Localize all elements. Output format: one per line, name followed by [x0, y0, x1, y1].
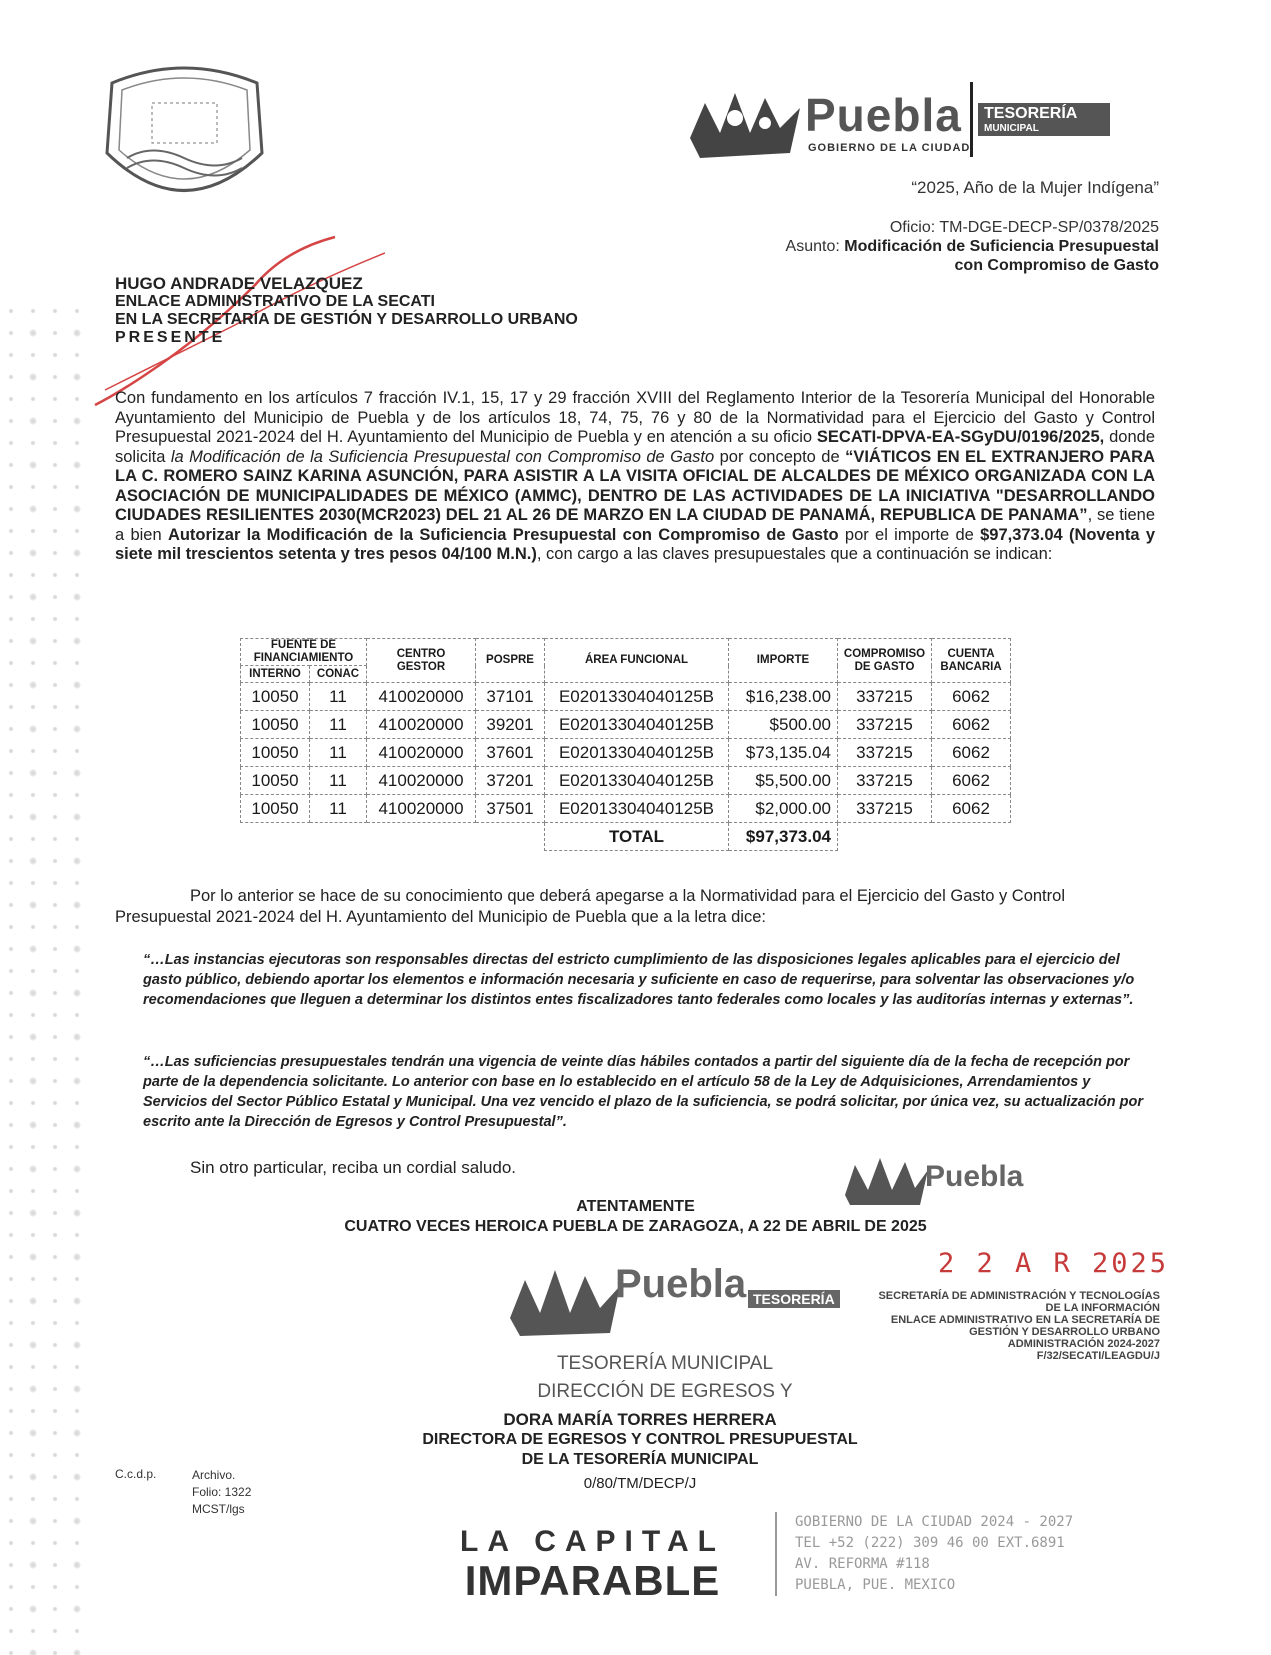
- closing-greeting: Sin otro particular, reciba un cordial saludo.: [190, 1158, 517, 1177]
- cell-importe: $2,000.00: [729, 795, 838, 823]
- main-paragraph: [115, 389, 1155, 565]
- cell-pospre: 37101: [476, 683, 545, 711]
- th-cuenta: CUENTA BANCARIA: [932, 639, 1011, 683]
- cell-pospre: 37501: [476, 795, 545, 823]
- oficio-number: TM-DGE-DECP-SP/0378/2025: [939, 219, 1159, 236]
- motto-line1: LA CAPITAL: [460, 1525, 725, 1558]
- th-compromiso: COMPROMISO DE GASTO: [838, 639, 932, 683]
- quote-2: “…Las suficiencias presupuestales tendrán una vigencia de veinte días hábiles contados a partir del siguiente día de la fecha de recepción por parte de la dependencia solicitante. Lo anterior con base en lo establecido en el artículo 58 de la Ley de Adquisiciones, Arrendamientos y Servicios del Sector Público Estatal y Municipal. Una vez vencido el plazo de la suficiencia, se podrá solicitar, por única vez, su actualización por escrito ante la Dirección de Egresos y Control Presupuestal”.: [143, 1054, 1144, 1130]
- atentamente: ATENTAMENTE: [576, 1198, 695, 1215]
- cell-area: E02013304040125B: [545, 711, 729, 739]
- oficio-block: [786, 218, 1159, 275]
- initials: MCST/lgs: [192, 1502, 245, 1516]
- p1-concept: “VIÁTICOS EN EL EXTRANJERO PARA LA C. ROMERO SAINZ KARINA ASUNCIÓN, PARA ASISTIR A LA VISITA OFICIAL DE ALCALDES DE MÉXICO ORGANIZADA CON LA ASOCIACIÓN DE MUNICIPALIDADES DE MÉXICO (AMMC), DENTRO DE LAS ACTIVIDADES DE LA INICIATIVA "DESARROLLANDO CIUDADES RESILIENTES 2030(MCR2023) DEL 21 AL 26 DE MARZO EN LA CIUDAD DE PANAMÁ, REPUBLICA DE PANAMA”: [115, 447, 1155, 524]
- recipient-presente: PRESENTE: [115, 329, 226, 346]
- cell-cuenta: 6062: [932, 739, 1011, 767]
- sec-stamp-line: DE LA INFORMACIÓN: [1045, 1302, 1160, 1314]
- table-row: [241, 711, 1011, 739]
- p1-text-e: por el importe de: [838, 525, 981, 544]
- sec-stamp-line: GESTIÓN Y DESARROLLO URBANO: [969, 1326, 1160, 1338]
- archive-block: [192, 1467, 251, 1518]
- tesoreria-label: TESORERÍA: [984, 105, 1078, 122]
- cell-interno: 10050: [241, 739, 310, 767]
- cell-importe: $16,238.00: [729, 683, 838, 711]
- cell-pospre: 37201: [476, 767, 545, 795]
- th-centro-gestor: CENTRO GESTOR: [367, 639, 476, 683]
- recipient-line2: EN LA SECRETARÍA DE GESTIÓN Y DESARROLLO URBANO: [115, 311, 578, 328]
- logo-subtitle: GOBIERNO DE LA CIUDAD: [808, 142, 971, 154]
- stamp-tm-line1: TESORERÍA MUNICIPAL: [556, 1353, 774, 1374]
- received-date-stamp: 2 2 A R 2025: [938, 1248, 1170, 1279]
- stamp-code: 0/80/TM/DECP/J: [583, 1475, 697, 1492]
- table-row: [241, 795, 1011, 823]
- th-area-funcional: ÁREA FUNCIONAL: [545, 639, 729, 683]
- stamp-tm-line2: DIRECCIÓN DE EGRESOS Y: [537, 1381, 793, 1402]
- logo-text: Puebla: [805, 89, 962, 141]
- cell-compromiso: 337215: [838, 683, 932, 711]
- normativity-paragraph: Por lo anterior se hace de su conocimiento que deberá apegarse a la Normatividad para el Ejercicio del Gasto y Control Presupuestal 2021-2024 del H. Ayuntamiento del Municipio de Puebla que a la letra dice:: [115, 887, 1065, 926]
- cell-interno: 10050: [241, 711, 310, 739]
- cell-compromiso: 337215: [838, 795, 932, 823]
- cell-cuenta: 6062: [932, 683, 1011, 711]
- p1-reference: SECATI-DPVA-EA-SGyDU/0196/2025,: [816, 428, 1105, 446]
- cell-conac: 11: [310, 711, 367, 739]
- p1-text-c: por concepto de: [714, 447, 846, 466]
- asunto-line2: con Compromiso de Gasto: [954, 257, 1159, 274]
- table-row: [241, 739, 1011, 767]
- cell-pospre: 39201: [476, 711, 545, 739]
- th-fuente: FUENTE DE FINANCIAMIENTO: [241, 639, 367, 666]
- th-importe: IMPORTE: [729, 639, 838, 683]
- tesoreria-text-stamp: [500, 1350, 830, 1406]
- address-line: TEL +52 (222) 309 46 00 EXT.6891: [795, 1535, 1065, 1551]
- cell-cuenta: 6062: [932, 767, 1011, 795]
- quote-1: “…Las instancias ejecutoras son responsables directas del estricto cumplimiento de las disposiciones legales aplicables para el ejercicio del gasto público, debiendo aportar los elementos e información necesaria y suficiente en caso de requerirse, para solventar las observaciones y/o recomendaciones que lleguen a determinar los distintos entes fiscalizadores tanto federales como locales y las auditorías internas y externas”.: [143, 952, 1135, 1008]
- secati-receipt-stamp: [860, 1290, 1160, 1362]
- year-motto: “2025, Año de la Mujer Indígena”: [911, 178, 1159, 197]
- sec-stamp-line: F/32/SECATI/LEAGDU/J: [1036, 1350, 1160, 1362]
- p1-text-b: donde solicita: [115, 428, 1155, 466]
- sec-stamp-line: ADMINISTRACIÓN 2024-2027: [1007, 1338, 1160, 1350]
- th-pospre: POSPRE: [476, 639, 545, 683]
- table-total-row: [241, 823, 1011, 851]
- cell-compromiso: 337215: [838, 767, 932, 795]
- cell-centro: 410020000: [367, 767, 476, 795]
- cell-centro: 410020000: [367, 711, 476, 739]
- cell-cuenta: 6062: [932, 795, 1011, 823]
- p1-authorization: Autorizar la Modificación de la Suficiencia Presupuestal con Compromiso de Gasto: [167, 525, 839, 544]
- recipient-name: HUGO ANDRADE VELAZQUEZ: [115, 274, 363, 293]
- motto-line2: IMPARABLE: [464, 1557, 721, 1604]
- cell-conac: 11: [310, 739, 367, 767]
- footer-address: [775, 1512, 1073, 1596]
- archivo-label: Archivo.: [192, 1468, 236, 1482]
- tesoreria-badge: [978, 103, 1110, 136]
- cell-centro: 410020000: [367, 683, 476, 711]
- municipal-seal-icon: [92, 58, 277, 213]
- p1-italic: la Modificación de la Suficiencia Presupuestal con Compromiso de Gasto: [170, 447, 715, 466]
- p1-text-a: Con fundamento en los artículos 7 fracción IV.1, 15, 17 y 29 fracción XVIII del Reglamento Interior de la Tesorería Municipal del Honorable Ayuntamiento del Municipio de Puebla y de los artículos 18, 74, 75, 76 y 80 de la Normatividad para el Ejercicio del Gasto y Control Presupuestal 2021-2024 del H. Ayuntamiento del Municipio de Puebla y en atención a su oficio: [115, 389, 1155, 446]
- place-date: CUATRO VECES HEROICA PUEBLA DE ZARAGOZA, A 22 DE ABRIL DE 2025: [344, 1218, 927, 1235]
- total-label: TOTAL: [545, 823, 729, 851]
- sec-stamp-line: ENLACE ADMINISTRATIVO EN LA SECRETARÍA DE: [890, 1314, 1160, 1326]
- cell-interno: 10050: [241, 683, 310, 711]
- cell-area: E02013304040125B: [545, 795, 729, 823]
- signature-block: [380, 1410, 900, 1494]
- cell-pospre: 37601: [476, 739, 545, 767]
- cell-compromiso: 337215: [838, 739, 932, 767]
- cell-interno: 10050: [241, 767, 310, 795]
- cell-area: E02013304040125B: [545, 739, 729, 767]
- budget-table: [240, 638, 1011, 851]
- ccdp-label: C.c.d.p.: [115, 1467, 157, 1481]
- cell-importe: $5,500.00: [729, 767, 838, 795]
- total-value: $97,373.04: [729, 823, 838, 851]
- signer-title-2: DE LA TESORERÍA MUNICIPAL: [521, 1451, 759, 1468]
- tesoreria-stamp-emblem-icon: [505, 1258, 625, 1343]
- th-interno: INTERNO: [241, 666, 310, 683]
- recipient-line1: ENLACE ADMINISTRATIVO DE LA SECATI: [115, 293, 435, 310]
- folio: Folio: 1322: [192, 1485, 252, 1499]
- cell-conac: 11: [310, 683, 367, 711]
- asunto-label: Asunto:: [785, 238, 840, 255]
- asunto-line1: Modificación de Suficiencia Presupuestal: [844, 238, 1159, 255]
- sec-stamp-line: SECRETARÍA DE ADMINISTRACIÓN Y TECNOLOGÍAS: [878, 1290, 1160, 1302]
- puebla-tesoreria-logo: [680, 78, 1160, 173]
- decorative-border: [0, 300, 95, 1655]
- cell-interno: 10050: [241, 795, 310, 823]
- tesoreria-stamp-text: Puebla: [615, 1262, 747, 1306]
- puebla-emblem-icon: [680, 78, 810, 173]
- cell-conac: 11: [310, 767, 367, 795]
- address-line: GOBIERNO DE LA CIUDAD 2024 - 2027: [795, 1514, 1074, 1530]
- cell-area: E02013304040125B: [545, 767, 729, 795]
- address-line: AV. REFORMA #118: [795, 1556, 930, 1572]
- cell-conac: 11: [310, 795, 367, 823]
- tesoreria-stamp-badge: TESORERÍA: [748, 1290, 840, 1308]
- cell-importe: $500.00: [729, 711, 838, 739]
- th-conac: CONAC: [310, 666, 367, 683]
- logo-divider: [970, 82, 973, 157]
- table-row: [241, 767, 1011, 795]
- p1-text-f: , con cargo a las claves presupuestales que a continuación se indican:: [536, 545, 1053, 563]
- cell-compromiso: 337215: [838, 711, 932, 739]
- address-line: PUEBLA, PUE. MEXICO: [795, 1577, 956, 1593]
- cell-area: E02013304040125B: [545, 683, 729, 711]
- table-row: [241, 683, 1011, 711]
- cell-centro: 410020000: [367, 739, 476, 767]
- oficio-label: Oficio:: [889, 219, 936, 236]
- signer-name: DORA MARÍA TORRES HERRERA: [503, 1410, 777, 1429]
- p1-amount: $97,373.04 (Noventa y siete mil trescientos setenta y tres pesos 04/100 M.N.): [115, 525, 1156, 563]
- signer-title-1: DIRECTORA DE EGRESOS Y CONTROL PRESUPUESTAL: [422, 1431, 858, 1448]
- footer-motto: [460, 1525, 725, 1603]
- budget-table-wrap: [240, 638, 1011, 851]
- cell-importe: $73,135.04: [729, 739, 838, 767]
- cell-centro: 410020000: [367, 795, 476, 823]
- p1-text-d: , se tiene a bien: [115, 506, 1155, 544]
- recipient-block: [115, 275, 578, 347]
- tesoreria-sublabel: MUNICIPAL: [984, 123, 1039, 134]
- stamp-logo-text: Puebla: [925, 1160, 1024, 1193]
- cell-cuenta: 6062: [932, 711, 1011, 739]
